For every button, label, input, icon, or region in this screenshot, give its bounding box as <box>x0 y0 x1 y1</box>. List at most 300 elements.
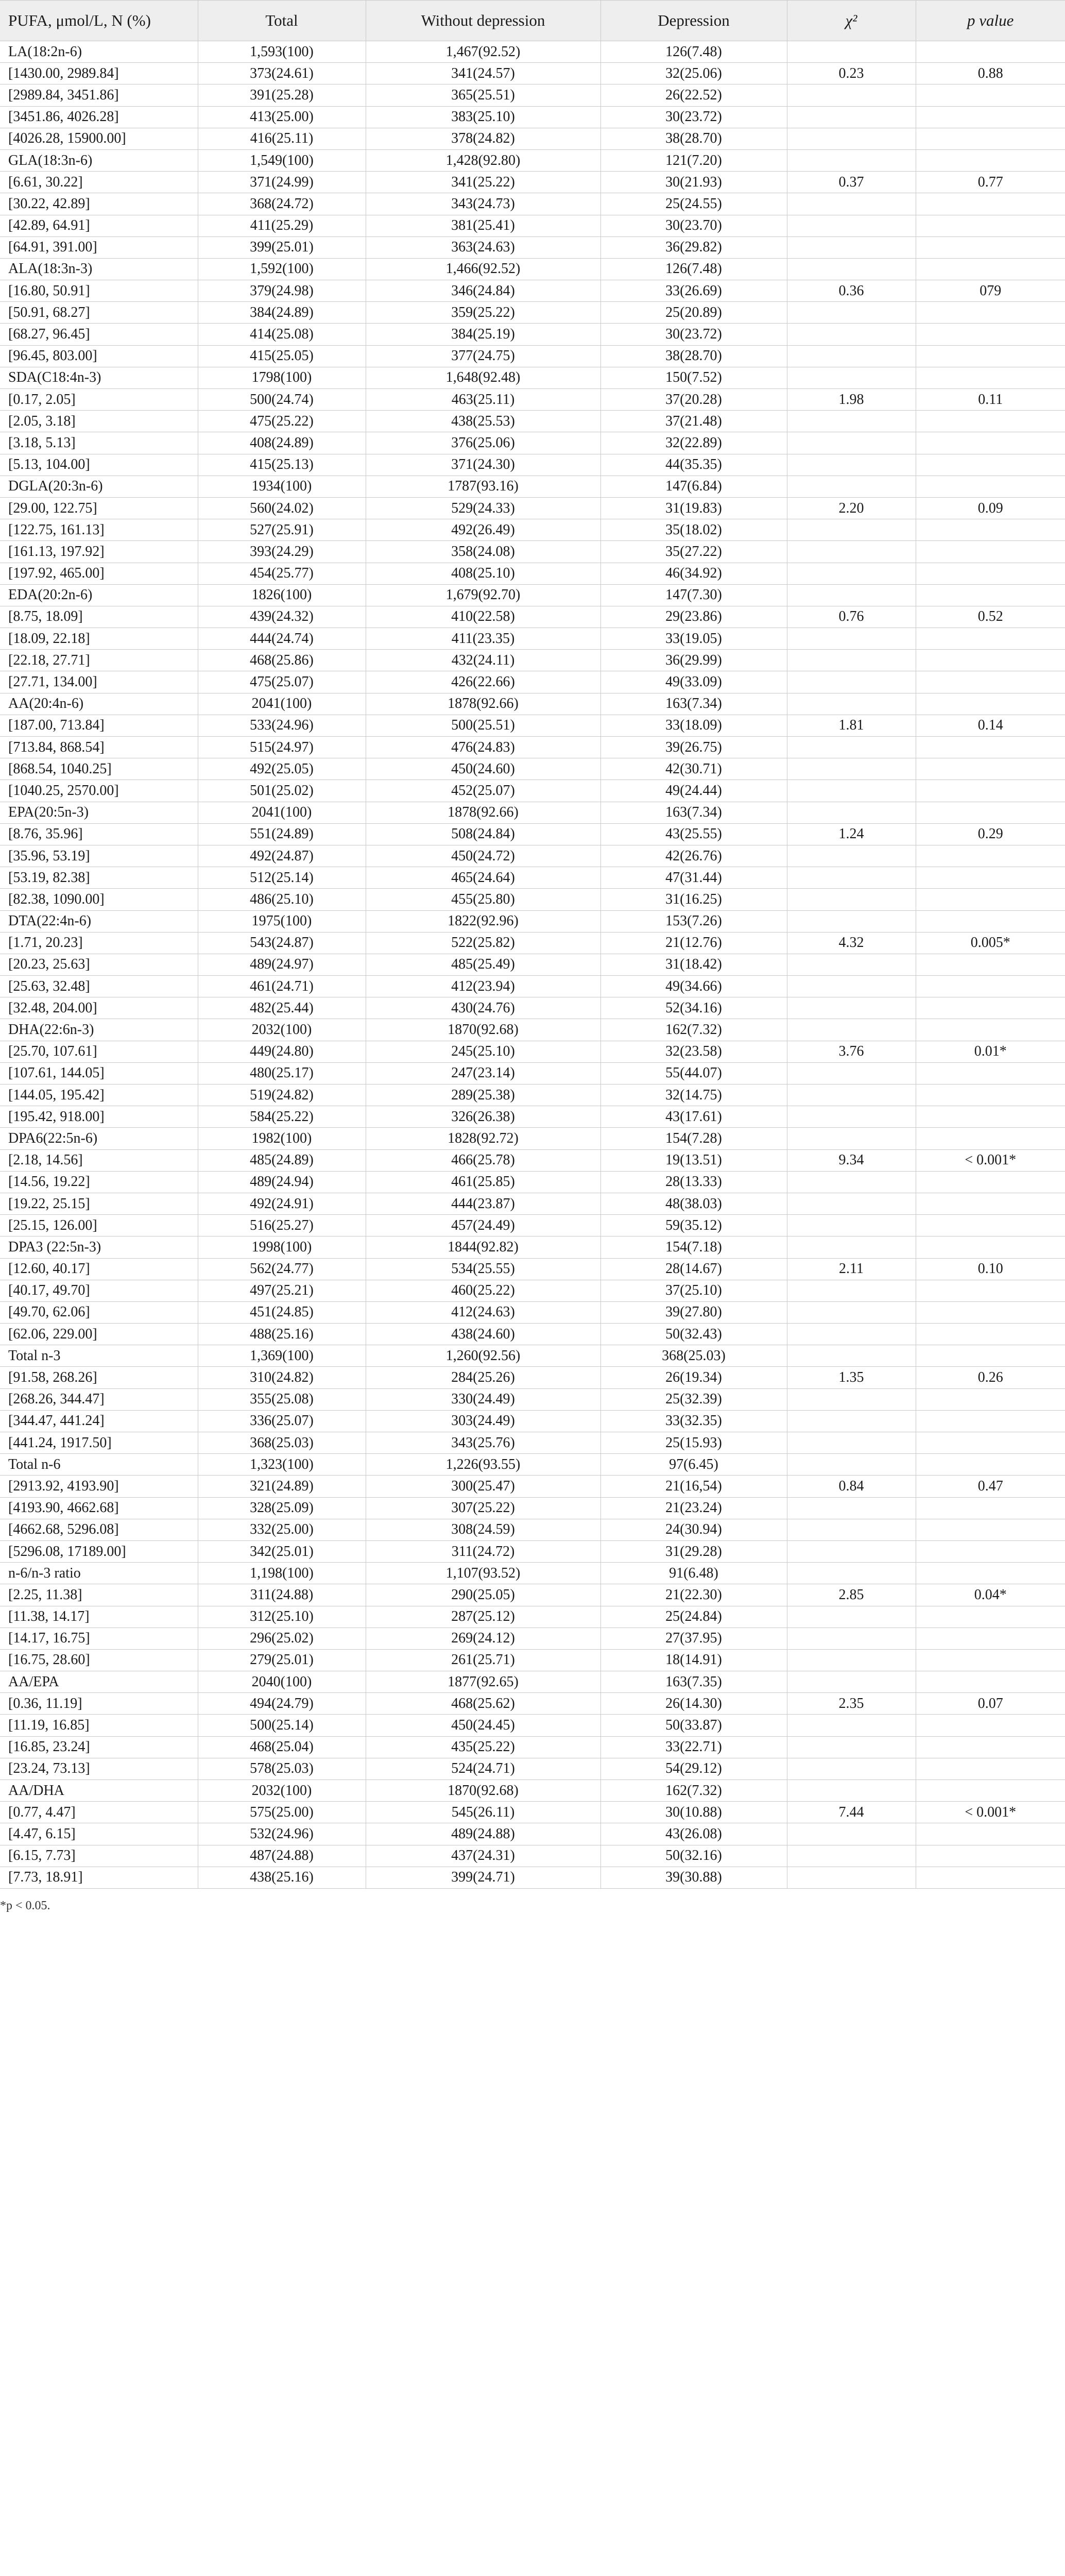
cell-depression: 43(17.61) <box>600 1106 787 1128</box>
cell-total: 449(24.80) <box>198 1041 366 1062</box>
cell-chi-square: 1.81 <box>787 715 916 736</box>
cell-chi-square: 4.32 <box>787 932 916 954</box>
cell-total: 368(24.72) <box>198 193 366 215</box>
cell-pufa: [122.75, 161.13] <box>0 519 198 541</box>
cell-total: 512(25.14) <box>198 867 366 889</box>
cell-total: 468(25.86) <box>198 650 366 671</box>
table-row <box>0 867 1065 889</box>
cell-chi-square <box>787 845 916 867</box>
cell-chi-square <box>787 1736 916 1758</box>
cell-pufa: [5296.08, 17189.00] <box>0 1540 198 1562</box>
cell-depression: 43(25.55) <box>600 823 787 845</box>
cell-chi-square <box>787 1845 916 1867</box>
cell-depression: 150(7.52) <box>600 367 787 388</box>
cell-chi-square <box>787 1301 916 1323</box>
cell-pufa: [187.00, 713.84] <box>0 715 198 736</box>
table-row <box>0 1171 1065 1193</box>
table-row <box>0 541 1065 563</box>
table-row <box>0 1519 1065 1540</box>
cell-total: 1798(100) <box>198 367 366 388</box>
cell-without-depression: 426(22.66) <box>366 671 600 693</box>
header-depression: Depression <box>600 1 787 41</box>
cell-pufa: [3451.86, 4026.28] <box>0 106 198 128</box>
cell-total: 500(25.14) <box>198 1715 366 1736</box>
cell-pufa: [2989.84, 3451.86] <box>0 84 198 106</box>
table-row <box>0 1780 1065 1802</box>
cell-chi-square <box>787 1019 916 1041</box>
cell-total: 492(24.87) <box>198 845 366 867</box>
cell-total: 371(24.99) <box>198 172 366 193</box>
cell-chi-square <box>787 1563 916 1584</box>
cell-total: 439(24.32) <box>198 606 366 628</box>
table-row <box>0 149 1065 171</box>
cell-without-depression: 245(25.10) <box>366 1041 600 1062</box>
cell-pufa: [35.96, 53.19] <box>0 845 198 867</box>
cell-p-value <box>916 1128 1065 1149</box>
cell-depression: 52(34.16) <box>600 997 787 1019</box>
cell-pufa: LA(18:2n-6) <box>0 41 198 63</box>
cell-p-value: < 0.001* <box>916 1802 1065 1823</box>
cell-pufa: [4662.68, 5296.08] <box>0 1519 198 1540</box>
table-row <box>0 1019 1065 1041</box>
cell-p-value <box>916 1540 1065 1562</box>
cell-chi-square <box>787 1454 916 1476</box>
table-row <box>0 280 1065 302</box>
cell-p-value <box>916 432 1065 454</box>
cell-without-depression: 450(24.72) <box>366 845 600 867</box>
cell-chi-square <box>787 324 916 345</box>
cell-depression: 26(14.30) <box>600 1693 787 1715</box>
cell-depression: 162(7.32) <box>600 1019 787 1041</box>
cell-chi-square <box>787 1193 916 1214</box>
cell-pufa: [32.48, 204.00] <box>0 997 198 1019</box>
table-row <box>0 411 1065 432</box>
cell-total: 399(25.01) <box>198 236 366 258</box>
cell-p-value <box>916 1671 1065 1693</box>
table-row <box>0 1258 1065 1280</box>
cell-depression: 44(35.35) <box>600 454 787 476</box>
cell-without-depression: 489(24.88) <box>366 1823 600 1845</box>
cell-chi-square <box>787 802 916 823</box>
cell-depression: 21(23.24) <box>600 1497 787 1519</box>
cell-pufa: [25.15, 126.00] <box>0 1215 198 1236</box>
cell-depression: 48(38.03) <box>600 1193 787 1214</box>
table-row <box>0 324 1065 345</box>
table-row <box>0 1215 1065 1236</box>
cell-depression: 30(23.72) <box>600 324 787 345</box>
cell-without-depression: 1,226(93.55) <box>366 1454 600 1476</box>
cell-p-value: < 0.001* <box>916 1149 1065 1171</box>
cell-depression: 27(37.95) <box>600 1628 787 1649</box>
cell-p-value <box>916 650 1065 671</box>
cell-without-depression: 450(24.60) <box>366 758 600 780</box>
cell-depression: 47(31.44) <box>600 867 787 889</box>
cell-pufa: [2913.92, 4193.90] <box>0 1476 198 1497</box>
cell-depression: 153(7.26) <box>600 910 787 932</box>
cell-total: 489(24.94) <box>198 1171 366 1193</box>
header-p-value: p value <box>916 1 1065 41</box>
cell-total: 2032(100) <box>198 1780 366 1802</box>
cell-depression: 163(7.34) <box>600 802 787 823</box>
cell-pufa: [1430.00, 2989.84] <box>0 63 198 84</box>
table-row <box>0 236 1065 258</box>
cell-without-depression: 466(25.78) <box>366 1149 600 1171</box>
cell-chi-square <box>787 215 916 236</box>
cell-total: 1934(100) <box>198 476 366 497</box>
cell-p-value <box>916 1649 1065 1671</box>
cell-p-value <box>916 1867 1065 1888</box>
cell-without-depression: 365(25.51) <box>366 84 600 106</box>
cell-depression: 33(26.69) <box>600 280 787 302</box>
cell-chi-square: 1.35 <box>787 1367 916 1388</box>
cell-depression: 46(34.92) <box>600 563 787 584</box>
cell-without-depression: 1870(92.68) <box>366 1780 600 1802</box>
cell-total: 451(24.85) <box>198 1301 366 1323</box>
cell-without-depression: 450(24.45) <box>366 1715 600 1736</box>
cell-chi-square <box>787 976 916 997</box>
cell-chi-square <box>787 1540 916 1562</box>
cell-pufa: [22.18, 27.71] <box>0 650 198 671</box>
cell-total: 1982(100) <box>198 1128 366 1149</box>
cell-without-depression: 399(24.71) <box>366 1867 600 1888</box>
cell-pufa: DPA3 (22:5n-3) <box>0 1236 198 1258</box>
table-row <box>0 628 1065 650</box>
cell-chi-square <box>787 1106 916 1128</box>
cell-without-depression: 287(25.12) <box>366 1606 600 1628</box>
cell-without-depression: 1,466(92.52) <box>366 258 600 280</box>
cell-p-value <box>916 954 1065 975</box>
cell-p-value <box>916 997 1065 1019</box>
cell-chi-square: 0.23 <box>787 63 916 84</box>
cell-without-depression: 438(24.60) <box>366 1324 600 1345</box>
table-row <box>0 1823 1065 1845</box>
cell-total: 2041(100) <box>198 802 366 823</box>
cell-without-depression: 457(24.49) <box>366 1215 600 1236</box>
cell-total: 532(24.96) <box>198 1823 366 1845</box>
table-row <box>0 63 1065 84</box>
cell-chi-square <box>787 519 916 541</box>
table-row <box>0 454 1065 476</box>
cell-without-depression: 1878(92.66) <box>366 802 600 823</box>
cell-pufa: [4193.90, 4662.68] <box>0 1497 198 1519</box>
cell-total: 494(24.79) <box>198 1693 366 1715</box>
cell-pufa: Total n-6 <box>0 1454 198 1476</box>
cell-p-value <box>916 780 1065 802</box>
cell-total: 482(25.44) <box>198 997 366 1019</box>
cell-total: 279(25.01) <box>198 1649 366 1671</box>
cell-p-value <box>916 41 1065 63</box>
cell-chi-square <box>787 411 916 432</box>
cell-depression: 91(6.48) <box>600 1563 787 1584</box>
table-row <box>0 1693 1065 1715</box>
cell-pufa: [3.18, 5.13] <box>0 432 198 454</box>
cell-pufa: EPA(20:5n-3) <box>0 802 198 823</box>
cell-without-depression: 284(25.26) <box>366 1367 600 1388</box>
cell-depression: 50(32.16) <box>600 1845 787 1867</box>
cell-p-value <box>916 302 1065 324</box>
cell-total: 492(24.91) <box>198 1193 366 1214</box>
cell-p-value <box>916 476 1065 497</box>
table-row <box>0 606 1065 628</box>
cell-total: 2041(100) <box>198 693 366 715</box>
cell-without-depression: 410(22.58) <box>366 606 600 628</box>
cell-without-depression: 476(24.83) <box>366 737 600 758</box>
cell-total: 488(25.16) <box>198 1324 366 1345</box>
cell-pufa: DHA(22:6n-3) <box>0 1019 198 1041</box>
cell-chi-square <box>787 1649 916 1671</box>
cell-p-value <box>916 1519 1065 1540</box>
cell-p-value: 0.52 <box>916 606 1065 628</box>
cell-p-value <box>916 1628 1065 1649</box>
cell-pufa: [144.05, 195.42] <box>0 1084 198 1106</box>
cell-depression: 33(32.35) <box>600 1410 787 1432</box>
cell-pufa: [91.58, 268.26] <box>0 1367 198 1388</box>
table-row <box>0 1497 1065 1519</box>
cell-total: 1998(100) <box>198 1236 366 1258</box>
cell-depression: 49(33.09) <box>600 671 787 693</box>
table-row <box>0 389 1065 411</box>
cell-depression: 147(6.84) <box>600 476 787 497</box>
header-pufa: PUFA, μmol/L, N (%) <box>0 1 198 41</box>
cell-depression: 31(29.28) <box>600 1540 787 1562</box>
table-row <box>0 1345 1065 1367</box>
table-row <box>0 476 1065 497</box>
cell-pufa: [713.84, 868.54] <box>0 737 198 758</box>
cell-without-depression: 289(25.38) <box>366 1084 600 1106</box>
table-row <box>0 1802 1065 1823</box>
cell-chi-square <box>787 758 916 780</box>
cell-without-depression: 1,107(93.52) <box>366 1563 600 1584</box>
header-chi-square: χ² <box>787 1 916 41</box>
cell-total: 1,549(100) <box>198 149 366 171</box>
cell-pufa: EDA(20:2n-6) <box>0 584 198 606</box>
cell-depression: 29(23.86) <box>600 606 787 628</box>
cell-total: 486(25.10) <box>198 889 366 910</box>
cell-depression: 368(25.03) <box>600 1345 787 1367</box>
cell-without-depression: 307(25.22) <box>366 1497 600 1519</box>
cell-total: 578(25.03) <box>198 1758 366 1780</box>
cell-p-value <box>916 1606 1065 1628</box>
cell-depression: 43(26.08) <box>600 1823 787 1845</box>
cell-p-value <box>916 345 1065 367</box>
table-row <box>0 1649 1065 1671</box>
cell-depression: 50(33.87) <box>600 1715 787 1736</box>
cell-without-depression: 508(24.84) <box>366 823 600 845</box>
cell-without-depression: 371(24.30) <box>366 454 600 476</box>
cell-chi-square: 2.35 <box>787 1693 916 1715</box>
cell-total: 391(25.28) <box>198 84 366 106</box>
table-row <box>0 1280 1065 1301</box>
cell-p-value <box>916 737 1065 758</box>
table-row <box>0 1476 1065 1497</box>
table-row <box>0 954 1065 975</box>
table-row <box>0 1563 1065 1584</box>
cell-without-depression: 432(24.11) <box>366 650 600 671</box>
cell-p-value <box>916 1845 1065 1867</box>
cell-chi-square <box>787 1388 916 1410</box>
cell-total: 393(24.29) <box>198 541 366 563</box>
cell-p-value: 0.29 <box>916 823 1065 845</box>
cell-pufa: DTA(22:4n-6) <box>0 910 198 932</box>
cell-without-depression: 343(24.73) <box>366 193 600 215</box>
cell-total: 2032(100) <box>198 1019 366 1041</box>
cell-chi-square <box>787 1715 916 1736</box>
cell-p-value: 0.26 <box>916 1367 1065 1388</box>
cell-chi-square: 9.34 <box>787 1149 916 1171</box>
table-row <box>0 128 1065 149</box>
cell-chi-square <box>787 84 916 106</box>
cell-p-value <box>916 324 1065 345</box>
cell-chi-square <box>787 1497 916 1519</box>
cell-pufa: [0.36, 11.19] <box>0 1693 198 1715</box>
cell-pufa: [12.60, 40.17] <box>0 1258 198 1280</box>
cell-p-value <box>916 1106 1065 1128</box>
cell-chi-square <box>787 476 916 497</box>
cell-pufa: [14.17, 16.75] <box>0 1628 198 1649</box>
cell-pufa: [5.13, 104.00] <box>0 454 198 476</box>
table-row <box>0 1062 1065 1084</box>
cell-p-value: 0.005* <box>916 932 1065 954</box>
cell-total: 310(24.82) <box>198 1367 366 1388</box>
cell-without-depression: 435(25.22) <box>366 1736 600 1758</box>
cell-without-depression: 383(25.10) <box>366 106 600 128</box>
cell-depression: 39(26.75) <box>600 737 787 758</box>
cell-chi-square <box>787 1236 916 1258</box>
cell-pufa: [2.05, 3.18] <box>0 411 198 432</box>
cell-without-depression: 330(24.49) <box>366 1388 600 1410</box>
cell-p-value: 0.04* <box>916 1584 1065 1606</box>
cell-chi-square <box>787 1410 916 1432</box>
table-row <box>0 1410 1065 1432</box>
cell-pufa: [161.13, 197.92] <box>0 541 198 563</box>
cell-chi-square <box>787 1823 916 1845</box>
table-row <box>0 215 1065 236</box>
cell-total: 1,198(100) <box>198 1563 366 1584</box>
cell-depression: 30(10.88) <box>600 1802 787 1823</box>
cell-total: 480(25.17) <box>198 1062 366 1084</box>
cell-total: 332(25.00) <box>198 1519 366 1540</box>
cell-without-depression: 1870(92.68) <box>366 1019 600 1041</box>
cell-pufa: [96.45, 803.00] <box>0 345 198 367</box>
cell-without-depression: 346(24.84) <box>366 280 600 302</box>
cell-p-value <box>916 84 1065 106</box>
cell-p-value <box>916 1780 1065 1802</box>
cell-p-value <box>916 1715 1065 1736</box>
cell-without-depression: 444(23.87) <box>366 1193 600 1214</box>
cell-depression: 25(20.89) <box>600 302 787 324</box>
cell-without-depression: 326(26.38) <box>366 1106 600 1128</box>
cell-total: 444(24.74) <box>198 628 366 650</box>
cell-chi-square: 2.85 <box>787 1584 916 1606</box>
cell-depression: 25(15.93) <box>600 1432 787 1454</box>
cell-p-value <box>916 1410 1065 1432</box>
cell-depression: 31(18.42) <box>600 954 787 975</box>
cell-without-depression: 412(24.63) <box>366 1301 600 1323</box>
cell-depression: 50(32.43) <box>600 1324 787 1345</box>
cell-chi-square: 0.37 <box>787 172 916 193</box>
cell-p-value <box>916 910 1065 932</box>
cell-pufa: [49.70, 62.06] <box>0 1301 198 1323</box>
cell-without-depression: 545(26.11) <box>366 1802 600 1823</box>
cell-chi-square: 3.76 <box>787 1041 916 1062</box>
cell-chi-square <box>787 106 916 128</box>
cell-without-depression: 411(23.35) <box>366 628 600 650</box>
cell-total: 368(25.03) <box>198 1432 366 1454</box>
cell-depression: 42(30.71) <box>600 758 787 780</box>
cell-without-depression: 269(24.12) <box>366 1628 600 1649</box>
cell-total: 1,323(100) <box>198 1454 366 1476</box>
cell-depression: 97(6.45) <box>600 1454 787 1476</box>
cell-total: 328(25.09) <box>198 1497 366 1519</box>
cell-depression: 21(12.76) <box>600 932 787 954</box>
cell-total: 485(24.89) <box>198 1149 366 1171</box>
cell-chi-square <box>787 1606 916 1628</box>
cell-chi-square: 1.98 <box>787 389 916 411</box>
cell-without-depression: 341(24.57) <box>366 63 600 84</box>
cell-total: 438(25.16) <box>198 1867 366 1888</box>
cell-depression: 30(23.70) <box>600 215 787 236</box>
cell-total: 575(25.00) <box>198 1802 366 1823</box>
table-row <box>0 41 1065 63</box>
cell-chi-square <box>787 1758 916 1780</box>
table-row <box>0 780 1065 802</box>
cell-depression: 55(44.07) <box>600 1062 787 1084</box>
cell-pufa: Total n-3 <box>0 1345 198 1367</box>
cell-chi-square <box>787 1519 916 1540</box>
cell-total: 501(25.02) <box>198 780 366 802</box>
table-row <box>0 1193 1065 1214</box>
table-row <box>0 302 1065 324</box>
cell-chi-square <box>787 454 916 476</box>
cell-pufa: [14.56, 19.22] <box>0 1171 198 1193</box>
cell-p-value <box>916 628 1065 650</box>
cell-p-value <box>916 149 1065 171</box>
cell-pufa: [25.70, 107.61] <box>0 1041 198 1062</box>
table-row <box>0 997 1065 1019</box>
cell-pufa: [107.61, 144.05] <box>0 1062 198 1084</box>
table-row <box>0 1301 1065 1323</box>
cell-total: 355(25.08) <box>198 1388 366 1410</box>
cell-chi-square: 1.24 <box>787 823 916 845</box>
cell-pufa: [16.85, 23.24] <box>0 1736 198 1758</box>
cell-without-depression: 290(25.05) <box>366 1584 600 1606</box>
table-row <box>0 823 1065 845</box>
table-row <box>0 519 1065 541</box>
cell-depression: 28(14.67) <box>600 1258 787 1280</box>
cell-pufa: [8.76, 35.96] <box>0 823 198 845</box>
cell-chi-square <box>787 1867 916 1888</box>
cell-without-depression: 534(25.55) <box>366 1258 600 1280</box>
cell-chi-square <box>787 258 916 280</box>
table-row <box>0 1236 1065 1258</box>
cell-pufa: [4.47, 6.15] <box>0 1823 198 1845</box>
cell-total: 454(25.77) <box>198 563 366 584</box>
cell-pufa: [30.22, 42.89] <box>0 193 198 215</box>
cell-depression: 38(28.70) <box>600 128 787 149</box>
cell-depression: 30(23.72) <box>600 106 787 128</box>
cell-p-value: 0.88 <box>916 63 1065 84</box>
cell-without-depression: 430(24.76) <box>366 997 600 1019</box>
cell-chi-square <box>787 345 916 367</box>
cell-depression: 18(14.91) <box>600 1649 787 1671</box>
table-row <box>0 737 1065 758</box>
table-row <box>0 1715 1065 1736</box>
cell-p-value <box>916 889 1065 910</box>
cell-chi-square: 0.36 <box>787 280 916 302</box>
cell-p-value <box>916 1497 1065 1519</box>
cell-p-value <box>916 215 1065 236</box>
cell-without-depression: 376(25.06) <box>366 432 600 454</box>
